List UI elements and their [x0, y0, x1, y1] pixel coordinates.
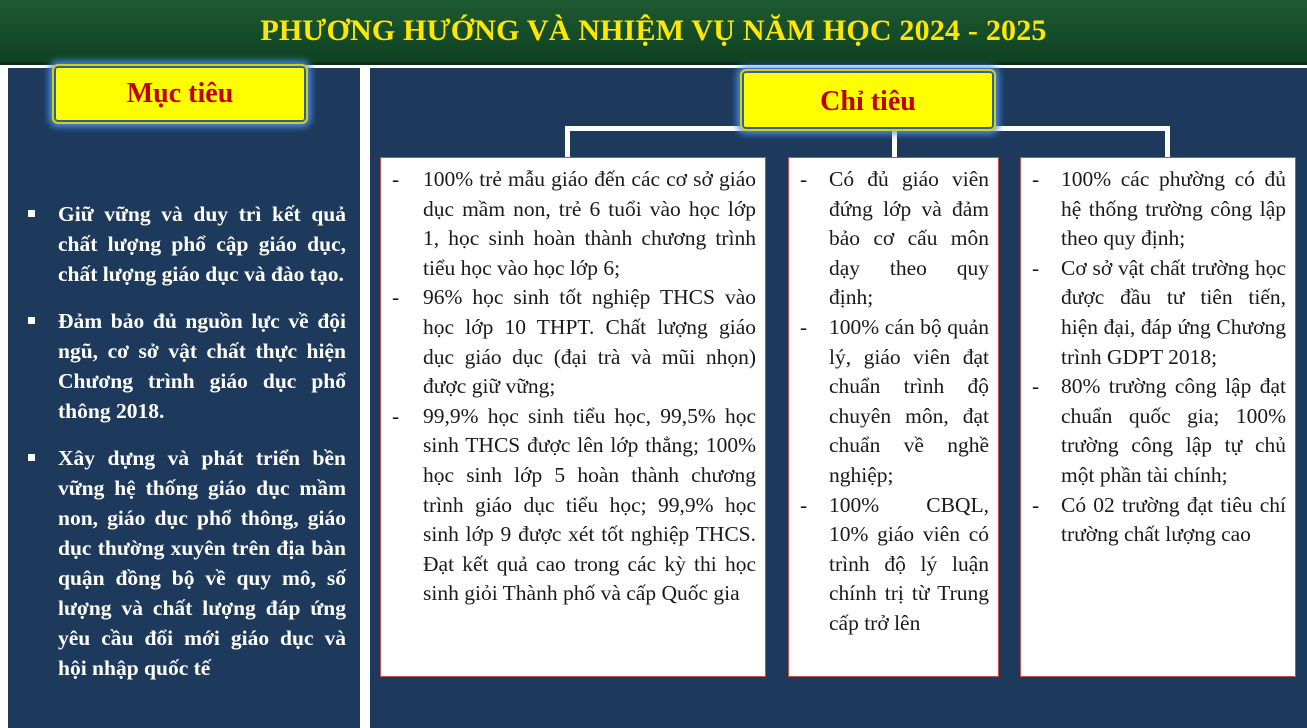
list-item: - 96% học sinh tốt nghiệp THCS vào học lớp 10 THPT. Chất lượng giáo dục giáo dục (đại trà và mũi nhọn) được giữ vững;: [392, 285, 756, 399]
list-item: - 100% trẻ mẫu giáo đến các cơ sở giáo dục mầm non, trẻ 6 tuổi vào học lớp 1, học sinh hoàn thành chương trình tiểu học vào học lớp 6;: [392, 167, 756, 280]
muc-tieu-panel: [8, 68, 360, 728]
list-item: Xây dựng và phát triển bền vững hệ thống giáo dục mầm non, giáo dục phổ thông, giáo dục thường xuyên trên địa bàn quận đồng bộ về quy mô, số lượng và chất lượng đáp ứng yêu cầu đổi mới giáo dục và hội nhập quốc tế: [24, 443, 346, 683]
chi-tieu-column-1: [380, 157, 766, 677]
list-item: - 80% trường công lập đạt chuẩn quốc gia; 100% trường công lập tự chủ một phần tài chính;: [1032, 374, 1286, 487]
list-item: - Cơ sở vật chất trường học được đầu tư tiên tiến, hiện đại, đáp ứng Chương trình GDPT 2018;: [1032, 255, 1286, 369]
list-item: - 100% CBQL, 10% giáo viên có trình độ lý luận chính trị từ Trung cấp trở lên: [800, 492, 989, 635]
square-bullet-icon: [28, 454, 35, 461]
list-item: - Có đủ giáo viên đứng lớp và đảm bảo cơ cấu môn dạy theo quy định;: [800, 167, 989, 310]
connector-drop-left: [565, 126, 570, 158]
list-item: - 99,9% học sinh tiểu học, 99,5% học sinh THCS được lên lớp thẳng; 100% học sinh lớp 5 hoàn thành chương trình giáo dục tiểu học; 99,9% học sinh lớp 9 được xét tốt nghiệp THCS. Đạt kết quả cao trong các kỳ thi học sinh giỏi Thành phố và cấp Quốc gia: [392, 403, 756, 606]
chi-tieu-column-3: [1020, 157, 1296, 677]
list-item: - Có 02 trường đạt tiêu chí trường chất lượng cao: [1032, 492, 1286, 547]
list-item: Đảm bảo đủ nguồn lực về đội ngũ, cơ sở vật chất thực hiện Chương trình giáo dục phổ thông 2018.: [24, 306, 346, 426]
chi-tieu-label: Chỉ tiêu: [740, 69, 996, 131]
list-item: - 100% các phường có đủ hệ thống trường công lập theo quy định;: [1032, 167, 1286, 251]
header-bar: [0, 0, 1307, 65]
square-bullet-icon: [28, 210, 35, 217]
page-title: PHƯƠNG HƯỚNG VÀ NHIỆM VỤ NĂM HỌC 2024 - 2025: [260, 14, 1047, 47]
chi-tieu-column-2: [788, 157, 999, 677]
list-item: Giữ vững và duy trì kết quả chất lượng phổ cập giáo dục, chất lượng giáo dục và đào tạo.: [24, 199, 346, 289]
connector-drop-right: [1165, 126, 1170, 158]
muc-tieu-list: [24, 199, 346, 700]
muc-tieu-label: Mục tiêu: [52, 64, 308, 124]
square-bullet-icon: [28, 317, 35, 324]
list-item: - 100% cán bộ quản lý, giáo viên đạt chuẩn trình độ chuyên môn, đạt chuẩn về nghề nghiệp;: [800, 314, 989, 487]
